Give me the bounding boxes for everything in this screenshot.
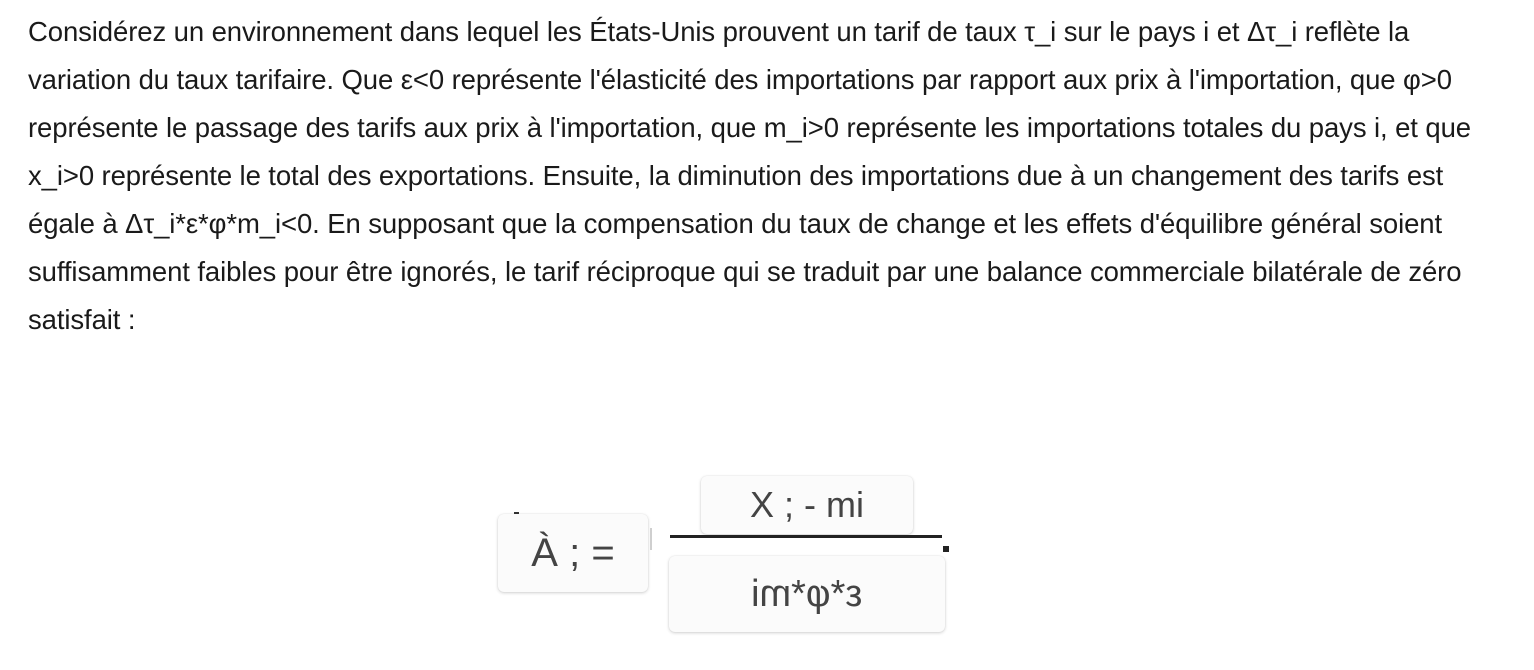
fraction-bar: [670, 535, 942, 538]
formula-denominator: [669, 556, 945, 632]
formula-lhs: À ; =: [498, 514, 648, 592]
formula-period: [943, 546, 949, 552]
formula-numerator: X ; - mi: [701, 476, 913, 534]
formula-denominator-text: ε*φ*mi: [751, 572, 863, 615]
formula-separator: [650, 528, 652, 550]
question-text: Considérez un environnement dans lequel les États-Unis prouvent un tarif de taux τ_i sur le pays i et Δτ_i reflète la variation du taux tarifaire. Que ε<0 représente l'élasticité des importations par rapport aux prix à l'importation, que φ>0 représente le passage des tarifs aux prix à l'importation, que m_i>0 représente les importations totales du pays i, et que x_i>0 représente le total des exportations. Ensuite, la diminution des importations due à un changement des tarifs est égale à Δτ_i*ε*φ*m_i<0. En supposant que la compensation du taux de change et les effets d'équilibre général soient suffisamment faibles pour être ignorés, le tarif réciproque qui se traduit par une balance commerciale bilatérale de zéro satisfait :: [28, 16, 1471, 335]
